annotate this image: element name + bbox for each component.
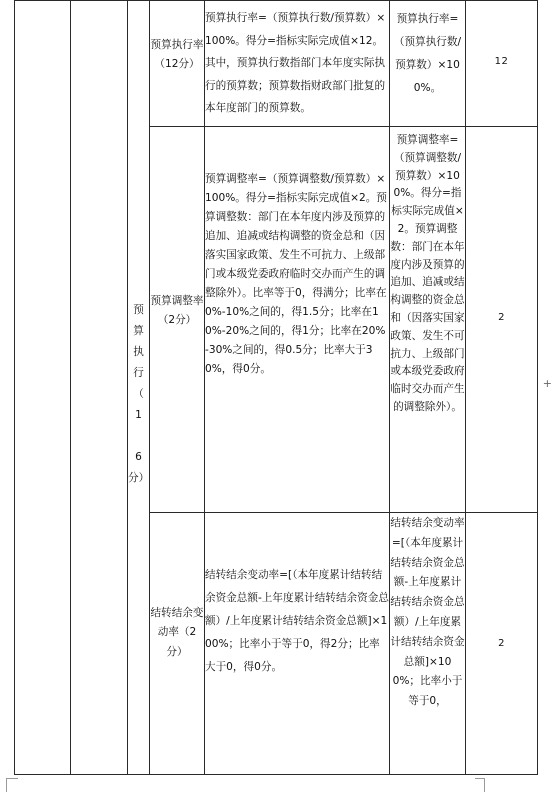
category-cell: [128, 300, 149, 489]
standard-cell: 预算调整率=（预算调整数/预算数）×100%。得分=指标实际完成值×2。预算调整数：部门在本年度内涉及预算的追加、追减或结构调整的资金总和（因落实国家政策、发生不可抗力、上级部门或本级党委政府临时交办而产生的调整除外）。比率等于0，得满分；比率在0%-10%之间的，得1.5分；比率在10%-20%之间的，得1分；比率在20%-30%之间的，得0.5分；比率大于30%，得0分。: [205, 173, 387, 375]
category-char: 算: [133, 325, 144, 337]
method-cell: 结转结余变动率=[（本年度累计结转结余资金总额-上年度累计结转结余资金总额）/上年度累计结转结余资金总额]×100%；比率小于等于0，: [390, 517, 465, 708]
crop-mark: [484, 778, 485, 792]
standard-cell: 结转结余变动率=[（本年度累计结转结余资金总额-上年度累计结转结余资金总额）/上年度累计结转结余资金总额]×100%；比率小于等于0，得2分；比率大于0，得0分。: [205, 569, 389, 673]
method-cell: 预算调整率=（预算调整数/预算数）×100%。得分=指标实际完成值×2。预算调整数：部门在本年度内涉及预算的追加、追减或结构调整的资金总和（因落实国家政策、发生不可抗力、上级部门或本级党委政府临时交办而产生的调整除外）。: [390, 134, 465, 413]
indicator-cell: 结转结余变动率（2分）: [150, 607, 204, 658]
category-char: 分）: [128, 472, 150, 484]
table-right-border: [537, 0, 538, 775]
category-char: [128, 426, 149, 447]
standard-cell: 预算执行率=（预算执行数/预算数）×100%。得分=指标实际完成值×12。其中，预算执行数指部门本年度实际执行的预算数；预算数指财政部门批复的本年度部门的预算数。: [205, 12, 386, 114]
category-char: （: [133, 388, 144, 400]
column-divider: [465, 0, 466, 775]
column-divider: [14, 0, 15, 775]
category-char: 1: [135, 409, 142, 421]
table-bottom-border: [14, 774, 538, 775]
crop-mark: [6, 778, 18, 779]
score-cell: 2: [498, 312, 505, 323]
method-cell: 预算执行率=（预算执行数/预算数）×100%。: [393, 13, 462, 94]
crop-mark: [475, 778, 485, 779]
category-char: 6: [135, 451, 142, 463]
category-char: 执: [133, 346, 144, 358]
column-divider: [70, 0, 71, 775]
crop-mark: [6, 778, 7, 792]
score-cell: 2: [498, 638, 505, 649]
indicator-cell: 预算调整率（2分）: [150, 295, 204, 327]
table-top-border: [14, 0, 538, 1]
category-char: 行: [133, 367, 144, 379]
score-cell: 12: [494, 56, 509, 67]
indicator-cell: 预算执行率（12分）: [150, 39, 204, 71]
row-divider: [149, 126, 538, 127]
row-divider: [149, 512, 538, 513]
category-char: 预: [133, 304, 144, 316]
add-column-icon[interactable]: +: [542, 377, 552, 390]
